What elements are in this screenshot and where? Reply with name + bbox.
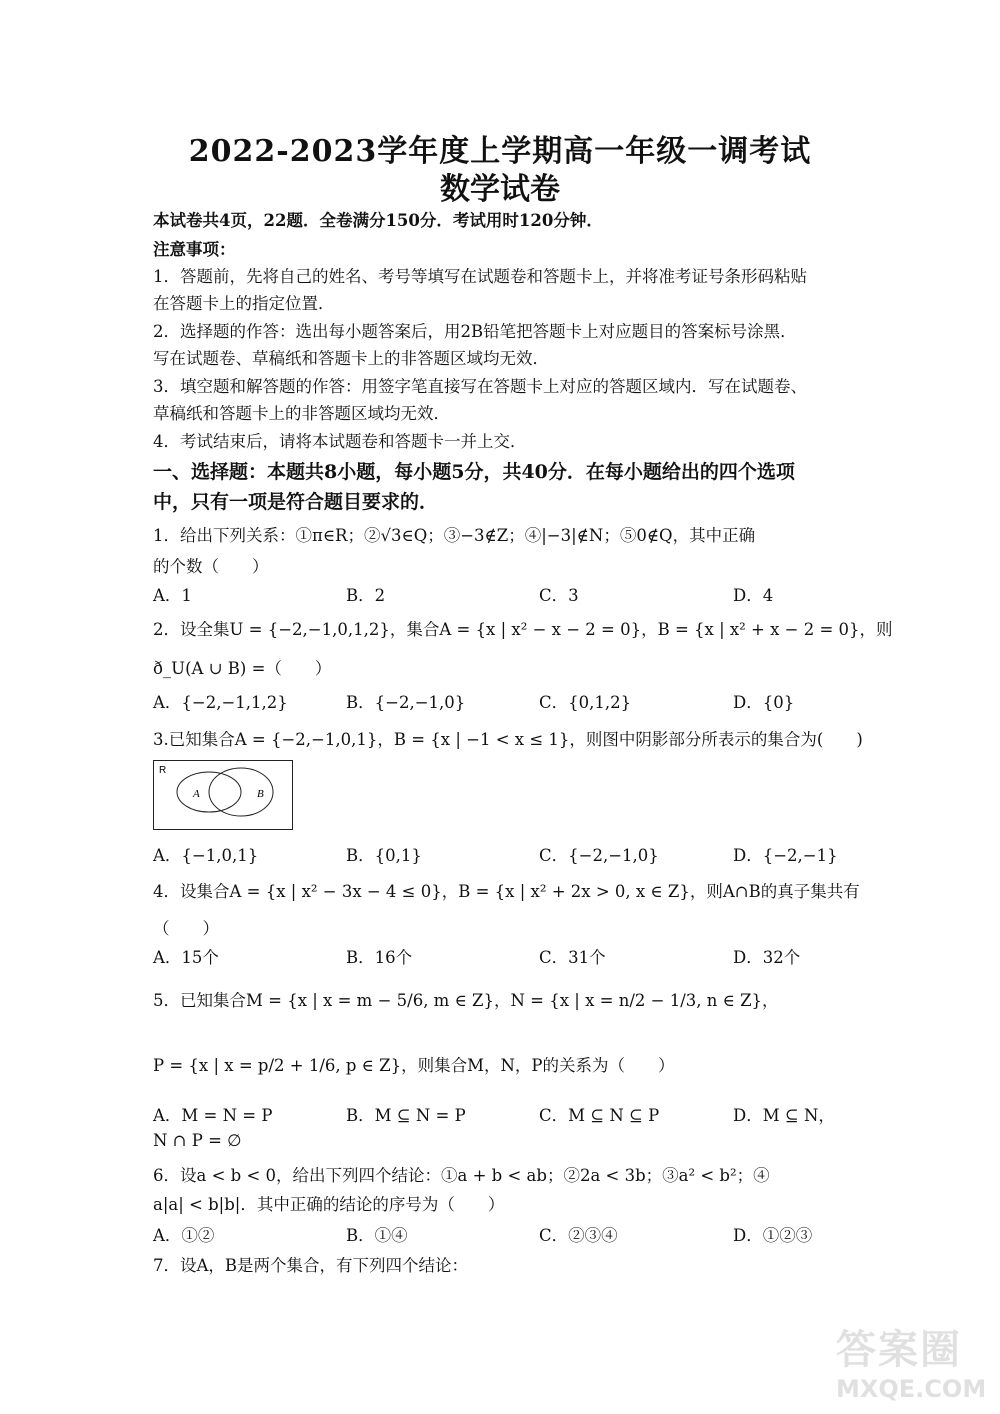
q3-option-b: B．{0,1} — [346, 846, 422, 865]
notice-title: 注意事项： — [153, 240, 236, 259]
q4-option-b: B．16个 — [346, 948, 413, 967]
question-4-cont: （ ） — [153, 919, 219, 938]
question-6-cont: a|a| < b|b|．其中正确的结论的序号为（ ） — [153, 1195, 505, 1214]
notice-line: 写在试题卷、草稿纸和答题卡上的非答题区域均无效． — [153, 349, 549, 368]
question-2: 2．设全集U = {−2,−1,0,1,2}，集合A = {x | x² − x − 2 = 0}，B = {x | x² + x − 2 = 0}，则 — [153, 620, 893, 639]
watermark-url: MXQE.COM — [836, 1375, 987, 1403]
question-3: 3.已知集合A = {−2,−1,0,1}，B = {x | −1 < x ≤ 1}，则图中阴影部分所表示的集合为( ) — [153, 730, 863, 749]
q1-option-d: D．4 — [733, 586, 774, 605]
venn-universe-box — [154, 761, 293, 830]
q2-option-a: A．{−2,−1,1,2} — [153, 693, 288, 712]
question-5: 5．已知集合M = {x | x = m − 5/6, m ∈ Z}，N = {x | x = n/2 − 1/3, n ∈ Z}， — [153, 991, 779, 1010]
q5-option-a: A．M = N = P — [153, 1106, 273, 1125]
notice-line: 草稿纸和答题卡上的非答题区域均无效． — [153, 404, 450, 423]
q4-option-d: D．32个 — [733, 948, 801, 967]
notice-line: 在答题卡上的指定位置． — [153, 294, 335, 313]
q3-option-a: A．{−1,0,1} — [153, 846, 259, 865]
q1-option-a: A．1 — [153, 586, 192, 605]
question-1-cont: 的个数（ ） — [153, 557, 269, 576]
notice-line: 2．选择题的作答：选出每小题答案后，用2B铅笔把答题卡上对应题目的答案标号涂黑． — [153, 322, 797, 341]
exam-summary: 本试卷共4页，22题．全卷满分150分．考试用时120分钟． — [153, 211, 603, 230]
section-heading-cont: 中，只有一项是符合题目要求的． — [153, 491, 439, 513]
q3-option-c: C．{−2,−1,0} — [539, 846, 659, 865]
q1-option-b: B．2 — [346, 586, 386, 605]
q3-option-d: D．{−2,−1} — [733, 846, 838, 865]
venn-diagram — [153, 760, 293, 830]
venn-label-b: B — [257, 788, 264, 800]
q6-option-b: B．①④ — [346, 1226, 408, 1245]
question-4: 4．设集合A = {x | x² − 3x − 4 ≤ 0}，B = {x | x² + 2x > 0, x ∈ Z}，则A∩B的真子集共有 — [153, 882, 860, 901]
q4-option-a: A．15个 — [153, 948, 219, 967]
q6-option-d: D．①②③ — [733, 1226, 813, 1245]
q6-option-c: C．②③④ — [539, 1226, 618, 1245]
notice-line: 3．填空题和解答题的作答：用签字笔直接写在答题卡上对应的答题区域内．写在试题卷、 — [153, 377, 807, 396]
q5-option-d: D．M ⊆ N， — [733, 1106, 835, 1125]
exam-subtitle: 数学试卷 — [440, 172, 560, 207]
q5-option-b: B．M ⊆ N = P — [346, 1106, 466, 1125]
q4-option-c: C．31个 — [539, 948, 606, 967]
q2-option-d: D．{0} — [733, 693, 795, 712]
q1-option-c: C．3 — [539, 586, 579, 605]
question-7: 7．设A，B是两个集合，有下列四个结论： — [153, 1256, 469, 1275]
notice-line: 4．考试结束后，请将本试题卷和答题卡一并上交． — [153, 432, 527, 451]
watermark-logo-text: 答案圈 — [836, 1327, 962, 1373]
q5-option-d-cont: N ∩ P = ∅ — [153, 1131, 242, 1150]
venn-label-r: R — [159, 765, 167, 776]
question-6: 6．设a < b < 0，给出下列四个结论：①a + b < ab；②2a < 3b；③a² < b²；④ — [153, 1166, 770, 1185]
venn-label-a: A — [193, 788, 200, 800]
watermark-logo — [836, 1318, 987, 1403]
question-1: 1．给出下列关系：①π∈R；②√3∈Q；③−3∉Z；④|−3|∉N；⑤0∉Q，其中正确 — [153, 526, 756, 545]
q6-option-a: A．①② — [153, 1226, 215, 1245]
notice-line: 1．答题前，先将自己的姓名、考号等填写在试题卷和答题卡上，并将准考证号条形码粘贴 — [153, 267, 807, 286]
exam-title: 2022-2023学年度上学期高一年级一调考试 — [188, 134, 812, 169]
question-5-cont: P = {x | x = p/2 + 1/6, p ∈ Z}，则集合M，N，P的关系为（ ） — [153, 1056, 675, 1075]
question-2-cont: ð_U(A ∪ B) =（ ） — [153, 659, 332, 678]
q5-option-c: C．M ⊆ N ⊆ P — [539, 1106, 660, 1125]
q2-option-b: B．{−2,−1,0} — [346, 693, 466, 712]
q2-option-c: C．{0,1,2} — [539, 693, 632, 712]
section-heading: 一、选择题：本题共8小题，每小题5分，共40分．在每小题给出的四个选项 — [153, 461, 795, 483]
